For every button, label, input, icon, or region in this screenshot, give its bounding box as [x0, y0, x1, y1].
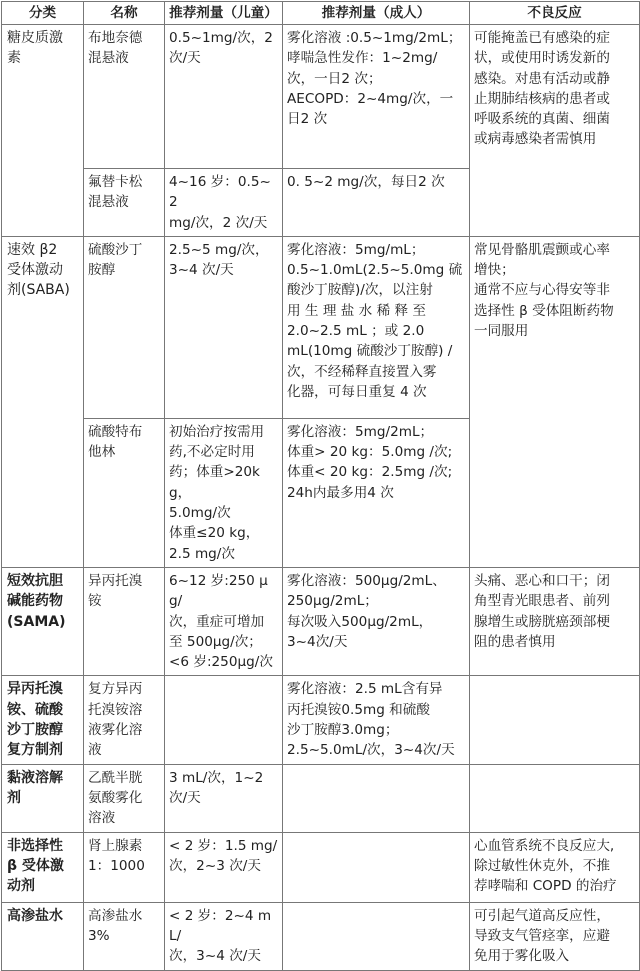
child-dose-cell: 0.5~1mg/次，2 次/天 [165, 25, 283, 169]
adult-dose-cell: 雾化溶液：5mg/mL； 0.5~1.0mL(2.5~5.0mg 硫 酸沙丁胺醇)/次，以注射 用 生 理 盐 水 稀 释 至 2.0~2.5 mL ；或 2.0 mL(10mg 硫酸沙丁胺醇) / 次，不经稀释直接置入雾 化器，可每日重复 4 次 [283, 236, 470, 418]
adult-dose-cell: 雾化溶液 :0.5~1mg/2mL； 哮喘急性发作：1~2mg/ 次，一日2 次； AECOPD：2~4mg/次，一 日2 次 [283, 25, 470, 169]
adverse-reaction-cell [470, 764, 640, 832]
header-name: 名称 [84, 2, 165, 25]
drug-name-cell: 高渗盐水 3% [84, 902, 165, 970]
category-cell: 糖皮质激 素 [2, 25, 84, 237]
table-row [2, 567, 640, 675]
table-row [2, 832, 640, 902]
drug-name-cell: 硫酸沙丁 胺醇 [84, 236, 165, 418]
drug-name-cell: 布地奈德 混悬液 [84, 25, 165, 169]
child-dose-cell: 3 mL/次，1~2 次/天 [165, 764, 283, 832]
table-row [2, 236, 640, 418]
adult-dose-cell: 0. 5~2 mg/次，每日2 次 [283, 169, 470, 237]
child-dose-cell: 2.5~5 mg/次， 3~4 次/天 [165, 236, 283, 418]
child-dose-cell: 6~12 岁:250 μg/ 次，重症可增加 至 500μg/次； <6 岁:250μg/次 [165, 567, 283, 675]
table-row [2, 25, 640, 169]
drug-name-cell: 乙酰半胱 氨酸雾化 溶液 [84, 764, 165, 832]
drug-dosage-table [1, 1, 640, 971]
adverse-reaction-cell: 可能掩盖已有感染的症 状，或使用时诱发新的 感染。对患有活动或静 止期肺结核病的患者或 呼吸系统的真菌、细菌 或病毒感染者需慎用 [470, 25, 640, 237]
drug-name-cell: 肾上腺素 1：1000 [84, 832, 165, 902]
category-cell: 短效抗胆 碱能药物 (SAMA) [2, 567, 84, 675]
adult-dose-cell: 雾化溶液：500μg/2mL、 250μg/2mL； 每次吸入500μg/2mL， 3~4次/天 [283, 567, 470, 675]
header-adult-dose: 推荐剂量（成人） [283, 2, 470, 25]
child-dose-cell: 初始治疗按需用 药,不必定时用 药；体重>20kg， 5.0mg/次 体重≤20 kg， 2.5 mg/次 [165, 418, 283, 567]
child-dose-cell: 4~16 岁：0.5~2 mg/次，2 次/天 [165, 169, 283, 237]
adult-dose-cell [283, 832, 470, 902]
adult-dose-cell [283, 902, 470, 970]
adverse-reaction-cell: 心血管系统不良反应大, 除过敏性休克外，不推 荐哮喘和 COPD 的治疗 [470, 832, 640, 902]
child-dose-cell [165, 676, 283, 764]
header-category: 分类 [2, 2, 84, 25]
drug-name-cell: 硫酸特布 他林 [84, 418, 165, 567]
table-row [2, 764, 640, 832]
drug-name-cell: 异丙托溴 铵 [84, 567, 165, 675]
category-cell: 高渗盐水 [2, 902, 84, 970]
category-cell: 异丙托溴 铵、硫酸 沙丁胺醇 复方制剂 [2, 676, 84, 764]
header-row [2, 2, 640, 25]
adult-dose-cell [283, 764, 470, 832]
adverse-reaction-cell: 常见骨骼肌震颤或心率 增快； 通常不应与心得安等非 选择性 β 受体阻断药物 一同服用 [470, 236, 640, 567]
category-cell: 速效 β2 受体激动 剂(SABA) [2, 236, 84, 567]
category-cell: 非选择性 β 受体激 动剂 [2, 832, 84, 902]
drug-name-cell: 复方异丙 托溴铵溶 液雾化溶 液 [84, 676, 165, 764]
header-adverse-reactions: 不良反应 [470, 2, 640, 25]
header-child-dose: 推荐剂量（儿童） [165, 2, 283, 25]
category-cell: 黏液溶解 剂 [2, 764, 84, 832]
table-row [2, 902, 640, 970]
adult-dose-cell: 雾化溶液：5mg/2mL； 体重> 20 kg：5.0mg /次; 体重< 20 kg：2.5mg /次; 24h内最多用4 次 [283, 418, 470, 567]
adult-dose-cell: 雾化溶液：2.5 mL含有异 丙托溴铵0.5mg 和硫酸 沙丁胺醇3.0mg； 2.5~5.0mL/次，3~4次/天 [283, 676, 470, 764]
child-dose-cell: < 2 岁：1.5 mg/ 次，2~3 次/天 [165, 832, 283, 902]
adverse-reaction-cell [470, 676, 640, 764]
table-row [2, 676, 640, 764]
drug-name-cell: 氟替卡松 混悬液 [84, 169, 165, 237]
adverse-reaction-cell: 头痛、恶心和口干；闭 角型青光眼患者、前列 腺增生或膀胱癌颈部梗 阻的患者慎用 [470, 567, 640, 675]
adverse-reaction-cell: 可引起气道高反应性， 导致支气管痉挛，应避 免用于雾化吸入 [470, 902, 640, 970]
child-dose-cell: < 2 岁：2~4 mL/ 次，3~4 次/天 [165, 902, 283, 970]
